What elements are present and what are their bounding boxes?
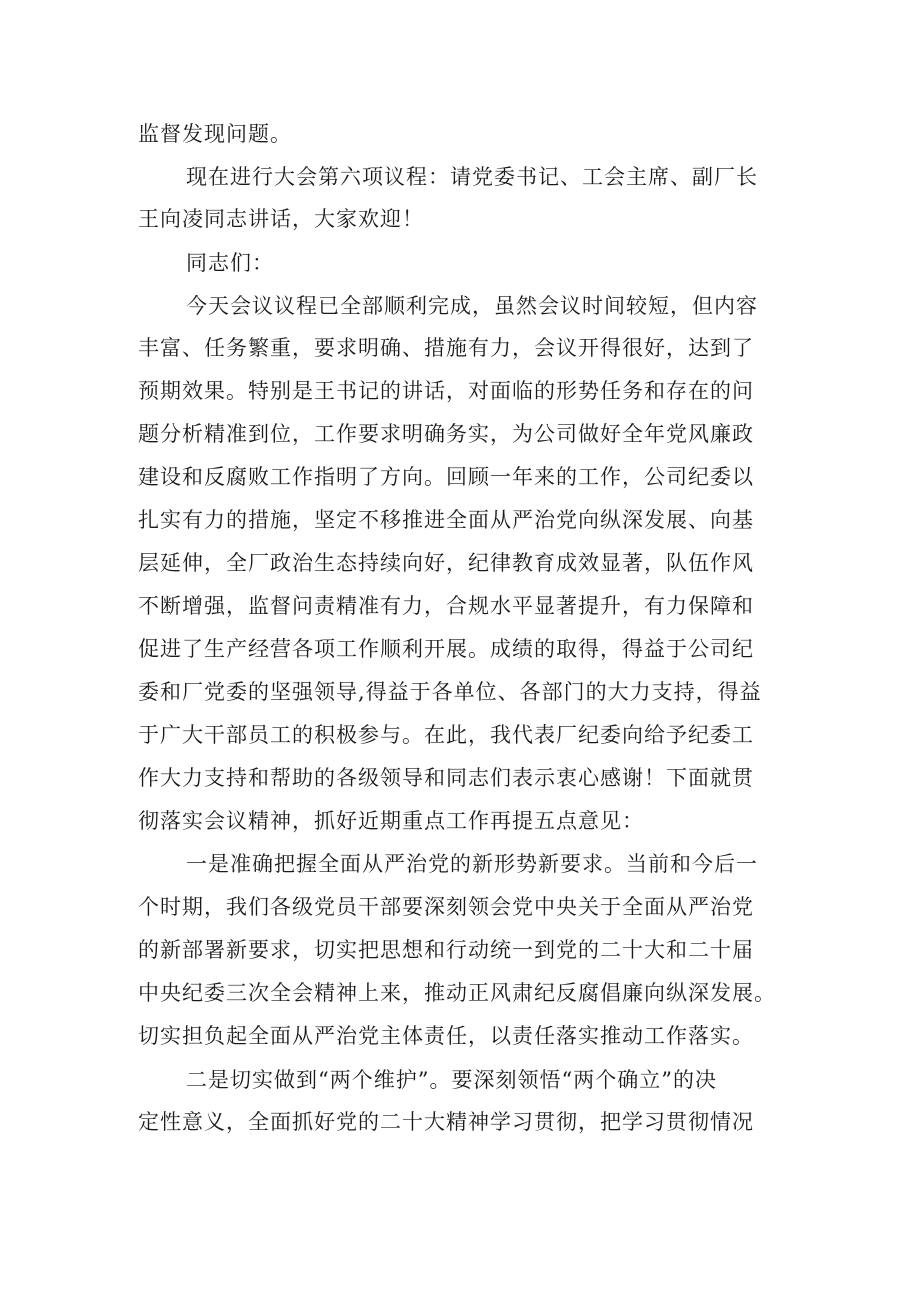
text-line: 题分析精准到位，工作要求明确务实，为公司做好全年党风廉政: [138, 422, 754, 446]
text-line: 建设和反腐败工作指明了方向。回顾一年来的工作，公司纪委以: [138, 465, 754, 489]
text-line: 的新部署新要求，切实把思想和行动统一到党的二十大和二十届: [138, 938, 754, 962]
text-line: 扎实有力的措施，坚定不移推进全面从严治党向纵深发展、向基: [138, 508, 754, 532]
text-line: 定性意义，全面抓好党的二十大精神学习贯彻，把学习贯彻情况: [138, 1110, 754, 1134]
text-line: 切实担负起全面从严治党主体责任，以责任落实推动工作落实。: [138, 1024, 754, 1048]
text-line: 促进了生产经营各项工作顺利开展。成绩的取得，得益于公司纪: [138, 637, 754, 661]
text-line: 中央纪委三次全会精神上来，推动正风肃纪反腐倡廉向纵深发展。: [138, 981, 776, 1005]
text-line: 监督发现问题。: [138, 122, 292, 146]
text-line: 王向凌同志讲话，大家欢迎！: [138, 207, 424, 231]
text-line: 现在进行大会第六项议程：请党委书记、工会主席、副厂长: [186, 165, 758, 189]
text-line: 丰富、任务繁重，要求明确、措施有力，会议开得很好，达到了: [138, 336, 754, 360]
text-line: 于广大干部员工的积极参与。在此，我代表厂纪委向给予纪委工: [138, 723, 754, 747]
text-line: 委和厂党委的坚强领导,得益于各单位、各部门的大力支持，得益: [138, 680, 762, 704]
text-line: 今天会议议程已全部顺利完成，虽然会议时间较短，但内容: [186, 294, 758, 318]
text-line: 个时期，我们各级党员干部要深刻领会党中央关于全面从严治党: [138, 895, 754, 919]
text-line: 不断增强，监督问责精准有力，合规水平显著提升，有力保障和: [138, 594, 754, 618]
text-line: 彻落实会议精神，抓好近期重点工作再提五点意见：: [138, 809, 644, 833]
text-line: 作大力支持和帮助的各级领导和同志们表示衷心感谢！下面就贯: [138, 766, 754, 790]
text-line: 同志们：: [186, 251, 274, 275]
text-line: 层延伸，全厂政治生态持续向好，纪律教育成效显著，队伍作风: [138, 551, 754, 575]
text-line: 预期效果。特别是王书记的讲话，对面临的形势任务和存在的问: [138, 379, 754, 403]
text-line: 二是切实做到“两个维护”。要深刻领悟“两个确立”的决: [186, 1068, 717, 1092]
text-line: 一是准确把握全面从严治党的新形势新要求。当前和今后一: [186, 852, 758, 876]
